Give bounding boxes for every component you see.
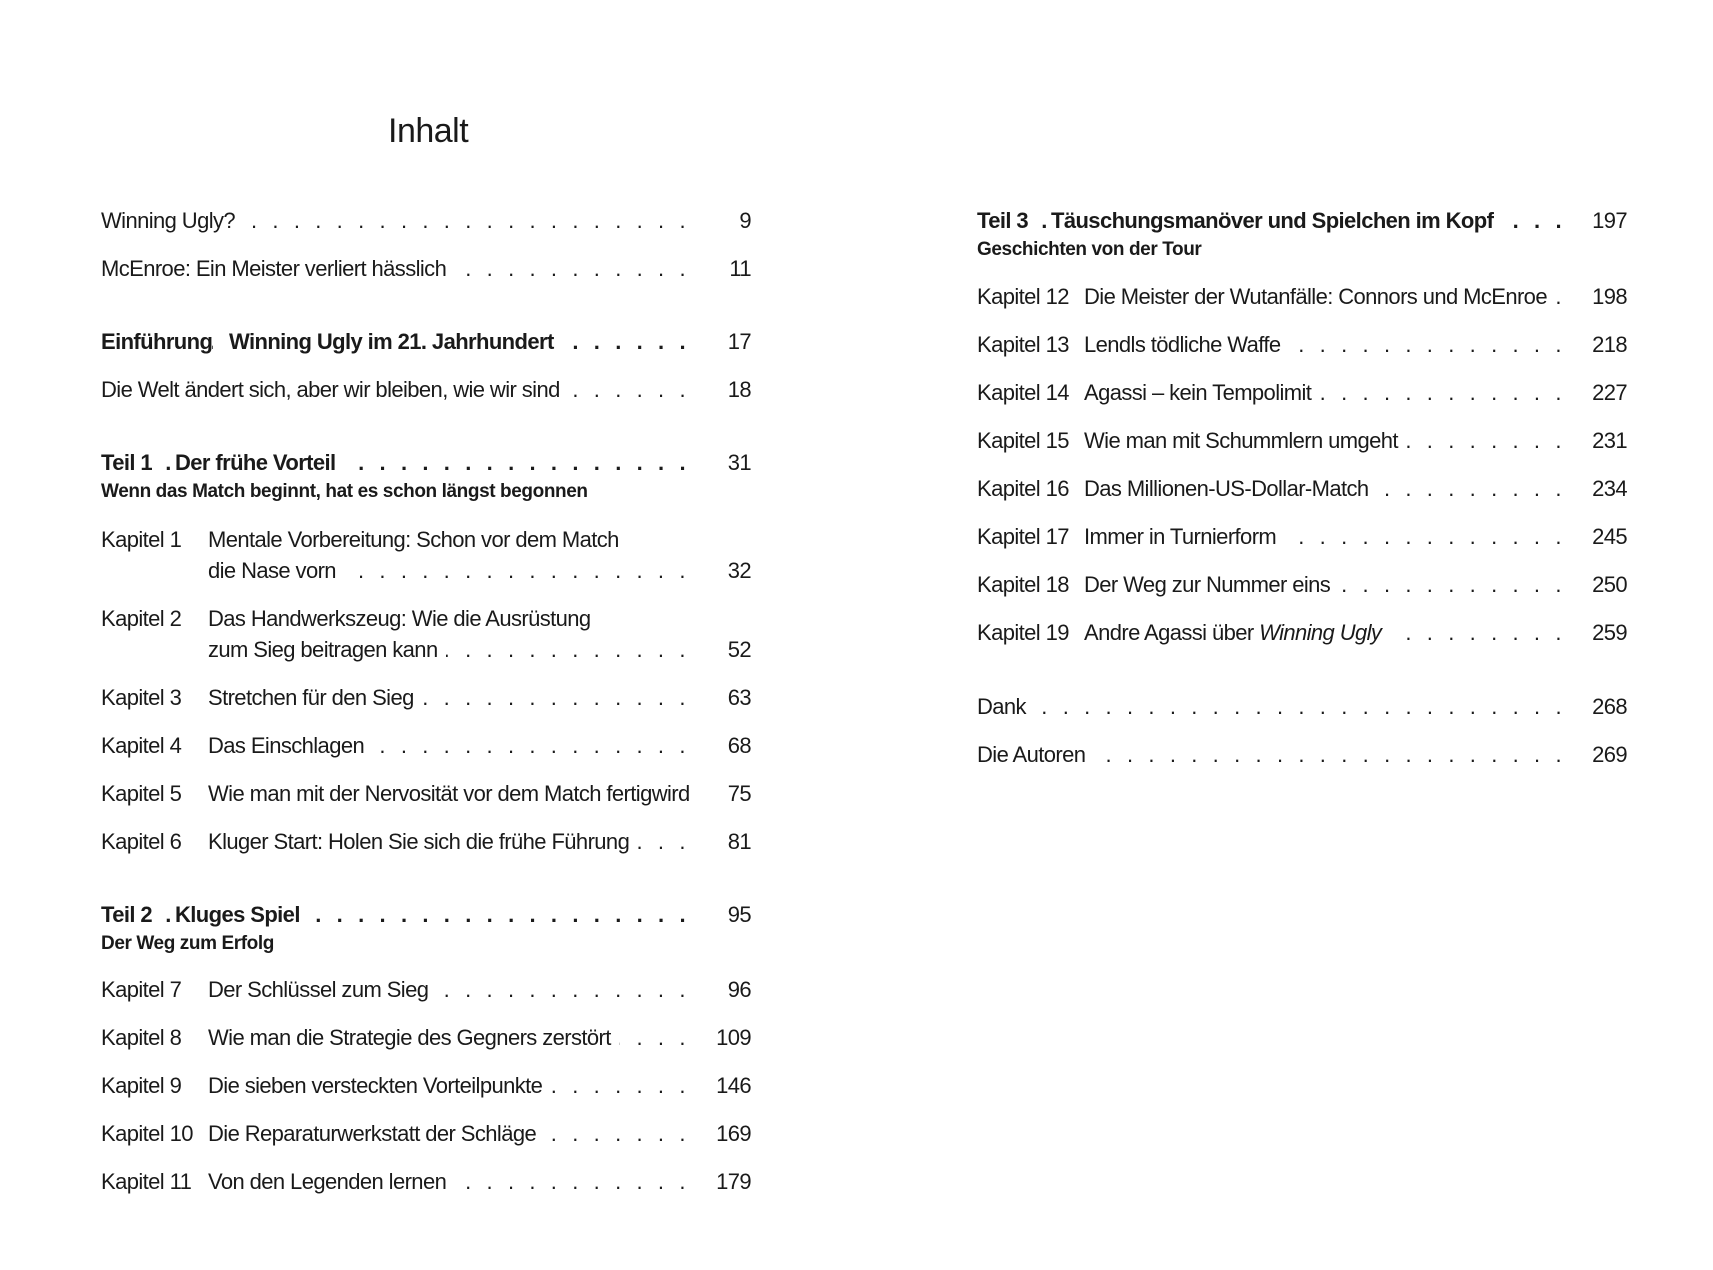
chapter-page: 259 [1592,620,1627,645]
chapter-title: Der Schlüssel zum Sieg [208,979,436,1001]
chapter-page: 218 [1592,332,1627,357]
part-label: Teil 2 [101,902,153,927]
part-title: Kluges Spiel [175,904,308,926]
part-title: Täuschungsmanöver und Spielchen im Kopf [1051,210,1501,232]
chapter-page: 234 [1592,476,1627,501]
chapter-title: Agassi – kein Tempolimit [1084,382,1319,404]
chapter-title-line2: die Nase vorn [208,560,344,582]
chapter-page: 75 [727,781,751,806]
chapter-title: Immer in Turnierform [1084,526,1284,548]
chapter-title: Die Reparaturwerkstatt der Schläge [208,1123,544,1145]
chapter-title: Wie man mit Schummlern umgeht [1084,430,1406,452]
chapter-page: 227 [1592,380,1627,405]
chapter-page: 52 [727,637,751,662]
page-title: Inhalt [388,112,469,150]
chapter-page: 169 [716,1121,751,1146]
entry-page: 18 [727,377,751,402]
chapter-label: Kapitel 1 [101,527,182,552]
chapter-label: Kapitel 18 [977,572,1069,597]
section-label: Einführung [101,329,213,354]
chapter-title-line1: Das Handwerkszeug: Wie die Ausrüstung [208,606,591,631]
chapter-label: Kapitel 9 [101,1073,182,1098]
part-subtitle: Wenn das Match beginnt, hat es schon längst begonnen [101,481,588,502]
entry-title: Dank [977,696,1034,718]
chapter-page: 63 [727,685,751,710]
chapter-label: Kapitel 15 [977,428,1069,453]
chapter-label: Kapitel 6 [101,829,182,854]
chapter-title: Kluger Start: Holen Sie sich die frühe Führung [208,831,637,853]
part-page: 95 [727,902,751,927]
chapter-title: Stretchen für den Sieg [208,687,422,709]
chapter-page: 81 [727,829,751,854]
part-subtitle: Geschichten von der Tour [977,239,1202,260]
chapter-title: Wie man mit der Nervosität vor dem Match fertigwird [208,783,698,805]
chapter-page: 179 [716,1169,751,1194]
chapter-label: Kapitel 16 [977,476,1069,501]
chapter-label: Kapitel 7 [101,977,182,1002]
chapter-label: Kapitel 3 [101,685,182,710]
chapter-page: 245 [1592,524,1627,549]
chapter-title: Lendls tödliche Waffe [1084,334,1289,356]
chapter-label: Kapitel 12 [977,284,1069,309]
chapter-label: Kapitel 4 [101,733,182,758]
entry-title: Winning Ugly? [101,210,243,232]
chapter-label: Kapitel 8 [101,1025,182,1050]
chapter-page: 96 [727,977,751,1002]
chapter-label: Kapitel 19 [977,620,1069,645]
chapter-title: Wie man die Strategie des Gegners zerstört [208,1027,619,1049]
section-title: Winning Ugly im 21. Jahrhundert [229,331,562,353]
chapter-label: Kapitel 5 [101,781,182,806]
chapter-title-text: Andre Agassi über [1084,620,1260,645]
entry-title: McEnroe: Ein Meister verliert hässlich [101,258,454,280]
chapter-title: Das Millionen-US-Dollar-Match [1084,478,1377,500]
chapter-page: 231 [1592,428,1627,453]
entry-page: 11 [729,256,751,281]
entry-page: 9 [739,208,751,233]
chapter-title-line2: zum Sieg beitragen kann [208,639,446,661]
entry-page: 268 [1592,694,1627,719]
part-label: Teil 3 [977,208,1029,233]
entry-title: Die Welt ändert sich, aber wir bleiben, wie wir sind [101,379,568,401]
chapter-title: Das Einschlagen [208,735,372,757]
chapter-label: Kapitel 11 [101,1169,192,1194]
chapter-label: Kapitel 17 [977,524,1069,549]
chapter-title: Von den Legenden lernen [208,1171,454,1193]
chapter-title: Die Meister der Wutanfälle: Connors und McEnroe [1084,286,1555,308]
part-page: 197 [1592,208,1627,233]
chapter-label: Kapitel 10 [101,1121,193,1146]
chapter-page: 146 [716,1073,751,1098]
chapter-page: 109 [716,1025,751,1050]
part-label: Teil 1 [101,450,153,475]
section-page: 17 [727,329,751,354]
chapter-title: Der Weg zur Nummer eins [1084,574,1338,596]
chapter-title-line1: Mentale Vorbereitung: Schon vor dem Match [208,527,619,552]
part-page: 31 [727,450,751,475]
chapter-page: 198 [1592,284,1627,309]
chapter-page: 68 [727,733,751,758]
entry-page: 269 [1592,742,1627,767]
part-subtitle: Der Weg zum Erfolg [101,933,274,954]
part-title: Der frühe Vorteil [175,452,344,474]
chapter-title: Die sieben versteckten Vorteilpunkte [208,1075,550,1097]
chapter-label: Kapitel 14 [977,380,1069,405]
chapter-label: Kapitel 13 [977,332,1069,357]
chapter-title [1084,622,1389,644]
entry-title: Die Autoren [977,744,1093,766]
chapter-title-italic: Winning Ugly [1259,620,1382,645]
chapter-page: 250 [1592,572,1627,597]
chapter-label: Kapitel 2 [101,606,182,631]
chapter-page: 32 [727,558,751,583]
